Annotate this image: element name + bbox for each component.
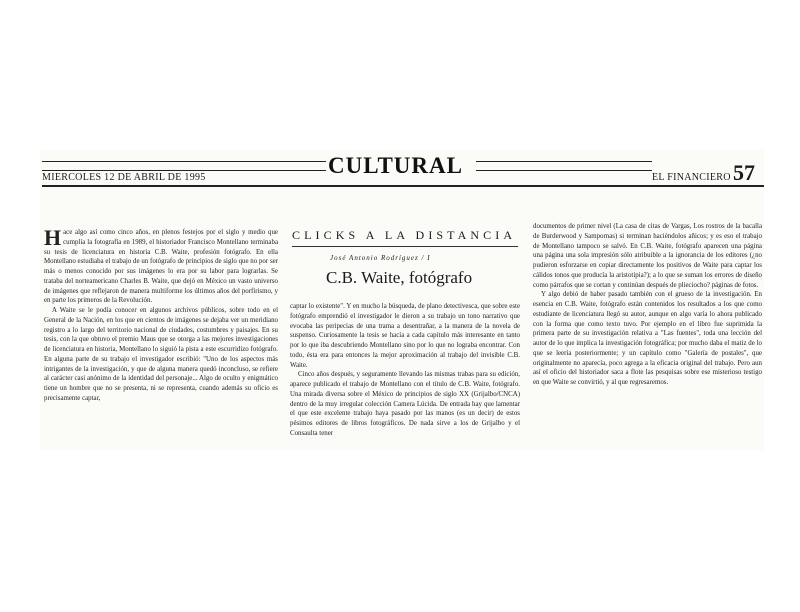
paragraph: A Waite se le podía conocer en algunos archivos públicos, sobre todo en el General de la Nación, en los que en cientos de imágenes se dejaba ver un meridiano registro a lo largo del territorio nacional de ciudades, costumbres y paisajes. En su tesis, con la que obtuvo el premio Maus que se otorga a las mejores investigaciones de licenciatura en historia, Montellano lo siguió la pista a este escurridizo fotógrafo. En alguna parte de su trabajo el investigador escribió: "Uno de los aspectos más intrigantes de la investigación, y que de alguna manera quedó inconcluso, se refiere al carácter casi anónimo de la identidad del personaje... Algo de oculto y enigmático tiene un hombre que no se presenta, ni se representa, cuando además su oficio es precisamente captar, [44,307,278,402]
page-number: 57 [733,160,755,185]
article-column-3 [533,222,762,388]
issue-date: MIERCOLES 12 DE ABRIL DE 1995 [42,172,206,183]
article-column-2 [290,302,520,439]
article-headline: C.B. Waite, fotógrafo [326,268,473,287]
newspaper-name: EL FINANCIERO [652,172,731,183]
section-title: CULTURAL [328,153,463,178]
article-column-1 [44,225,278,404]
paragraph: captar lo existente". Y en mucho la búsqueda, de plano detectivesca, que sobre este fotógrafo emprendió el investigador le dieron a su trabajo un tono narrativo que evocaba las peripecias de una trama a desentrañar, a la manera de la novela de suspenso. Curiosamente la tesis se hacía a cada capítulo más interesante en tanto por lo que iba descubriendo Montellano sino por lo que no lograba encontrar. Con todo, ésta era para entonces la mejor aproximación al trabajo del invisible C.B. Waite. [290,303,520,369]
masthead-rule-top-right [476,161,652,162]
paragraph: documentos de primer nivel (La casa de citas de Vargas, Los rostros de la bacalla de Burderwood y Sampornas) si terminan haciéndolos añicos; y es eso el trabajo de Montellano tampoco se salvó. En C.B. Waite, fotógrafo aparecen una página una página una sola impresión sólo atribuible a la ignorancia de los editores (¿no pudieron esforzarse en copiar directamente los positivos de Waite para captar los cálidos tonos que producía la aristotipia?); a lo que se suman los errores de diseño como párrafos que se cortan y continúan después de plieciocho? páginas de fotos. [533,223,762,289]
paragraph [44,225,278,306]
paragraph-text: ace algo así como cinco años, en plenos festejos por el siglo y medio que cumplía la fotografía en 1989, el historiador Francisco Montellano terminaba su tesis de licenciatura en historia C.B. Waite, profesión fotógrafo. En ella Montellano estudiaba el trabajo de un fotógrafo de principios de siglo que no por ser más o menos conocido por sus imágenes lo era por su labor para lograrlas. Se trataba del norteamericano Charles B. Waite, que dejó en México un vasto universo de imágenes que reflejaron de manera multiforme los últimos años del porfirismo, y en parte los primeros de la Revolución. [44,229,278,305]
paragraph: Cinco años después, y seguramente llevando las mismas trabas para su edición, aparece publicado el trabajo de Montellano con el título de C.B. Waite, fotógrafo. Una mirada diversa sobre el México de principios de siglo XX (Grijalbo/CNCA) dentro de la muy irregular colección Camera Lúcida. De entrada hay que lamentar el que este excelente trabajo haya pasado por las manos (es un decir) de estos pésimos editores de libros fotográficos. De nada sirve a los de Grijalbo y el Consaulta tener [290,371,520,437]
masthead-rule-mid [42,170,326,171]
section-rule [292,246,518,247]
masthead-rule-mid-right [476,170,652,171]
masthead-rule-top [42,161,326,162]
byline: José Antonio Rodríguez / I [330,254,431,262]
column-section-label: CLICKS A LA DISTANCIA [292,228,517,242]
paragraph: Y algo debió de haber pasado también con el grueso de la investigación. En esencia en C.B. Waite, fotógrafo están contenidos los resultados a los que como estudiante de licenciatura llegó su autor, aunque en algo varía lo ahora publicado con la forma que como texto tuvo. Por ejemplo en el libro fue suprimida la primera parte de su investigación relativa a "Las fuentes", toda una lección del autor de lo que implica la investigación fotográfica; por mucho daba el matiz de lo que se leería posteriormente; y un capítulo como "Galería de postales", que originalmente no aparecía, poco agrega a la eficacia original del trabajo. Pero aun así el oficio del historiador saca a flote las pesquisas sobre ese misterioso testigo en que Waite se convirtió, y al que regresaremos. [533,291,762,386]
masthead-rule-bottom [42,185,764,187]
drop-cap: H [44,225,62,250]
